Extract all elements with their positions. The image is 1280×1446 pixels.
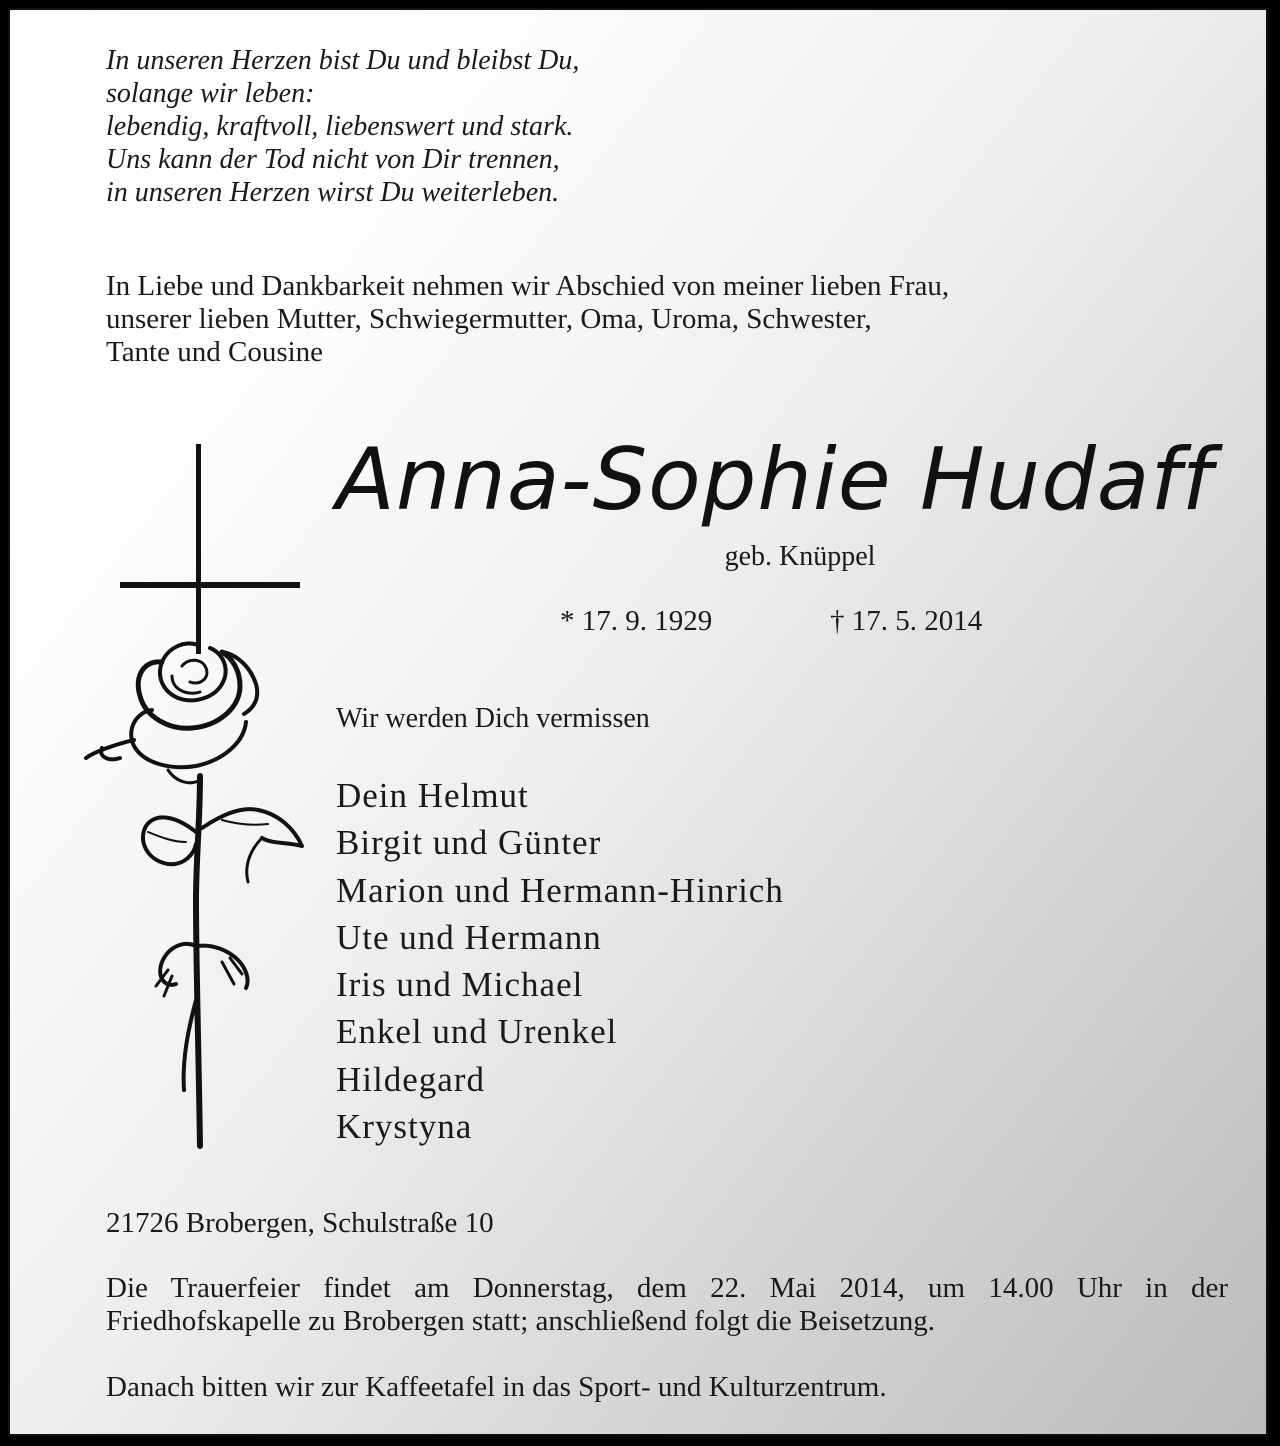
funeral-line: Die Trauerfeier findet am Donnerstag, dem 22. Mai 2014, um 14.00 Uhr in der — [106, 1272, 1228, 1304]
mourner-entry: Marion und Hermann-Hinrich — [336, 870, 784, 910]
family-address: 21726 Brobergen, Schulstraße 10 — [106, 1207, 494, 1239]
mourner-entry: Birgit und Günter — [336, 823, 602, 863]
farewell-intro — [106, 270, 1206, 369]
funeral-notice — [106, 1272, 1228, 1338]
cross-icon — [120, 444, 300, 654]
mourner-entry: Enkel und Urenkel — [336, 1012, 618, 1052]
mourner-entry: Hildegard — [336, 1059, 485, 1099]
intro-line: Tante und Cousine — [106, 336, 324, 368]
intro-line: unserer lieben Mutter, Schwiegermutter, Oma, Uroma, Schwester, — [106, 303, 872, 335]
mourners-list — [336, 772, 784, 1150]
obituary-card — [8, 8, 1268, 1436]
birth-name: geb. Knüppel — [724, 541, 876, 572]
poem — [106, 44, 906, 209]
funeral-line: Friedhofskapelle zu Brobergen statt; anschließend folgt die Beisetzung. — [106, 1305, 935, 1337]
death-date: † 17. 5. 2014 — [830, 605, 983, 637]
poem-line: lebendig, kraftvoll, liebenswert und stark. — [106, 111, 574, 142]
cross-and-rose-emblem — [72, 440, 312, 1150]
rose-icon — [86, 644, 302, 1146]
mourner-entry: Iris und Michael — [336, 965, 584, 1005]
poem-line: Uns kann der Tod nicht von Dir trennen, — [106, 144, 560, 175]
reception-notice: Danach bitten wir zur Kaffeetafel in das Sport- und Kulturzentrum. — [106, 1371, 887, 1403]
mourner-entry: Dein Helmut — [336, 776, 529, 815]
deceased-name: Anna-Sophie Hudaff — [336, 430, 1214, 530]
poem-line: in unseren Herzen wirst Du weiterleben. — [106, 177, 560, 208]
mourner-entry: Krystyna — [336, 1107, 473, 1147]
poem-line: solange wir leben: — [106, 78, 315, 109]
birth-date: * 17. 9. 1929 — [560, 605, 713, 637]
poem-line: In unseren Herzen bist Du und bleibst Du, — [106, 45, 580, 76]
mourner-entry: Ute und Hermann — [336, 917, 602, 957]
farewell-line: Wir werden Dich vermissen — [336, 703, 650, 734]
intro-line: In Liebe und Dankbarkeit nehmen wir Abschied von meiner lieben Frau, — [106, 270, 950, 302]
